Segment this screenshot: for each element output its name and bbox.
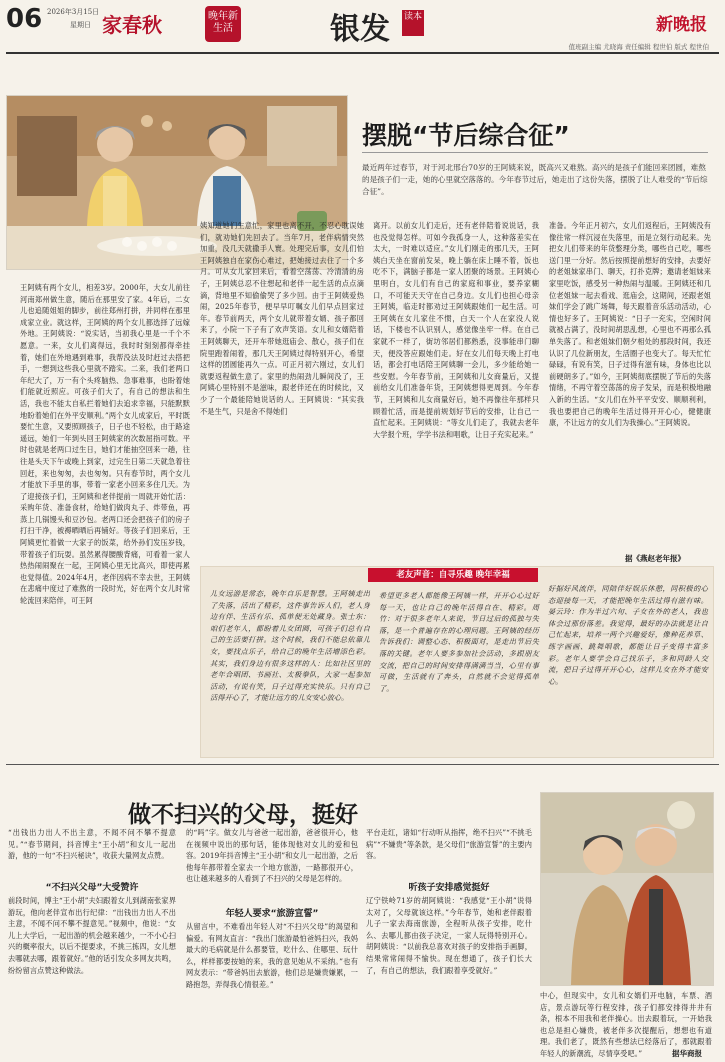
- page-number: 06: [6, 4, 43, 34]
- commentary-banner: 老友声音：自寻乐趣 晚年幸福: [368, 568, 538, 582]
- commentary-column-1: 儿女远游是常态，晚年自乐是智慧。王阿姨走出了失落，活出了精彩，这件事告诉人们，老人身边有伴、生活有乐、孤单便无处藏身。张士东：咱们老年人，都盼着儿女团圆，可孩子们总有自己的生活要打拼。这个时候，我们不能总依靠儿女，要找点乐子，给自己的晚年生活增添色彩。其实，我们身边有很多这样的人：比如社区里的老年合唱团、书画社、太极拳队，大家一起参加活动，有说有笑，日子过得充实快乐。只有自己活得开心了，才能让远方的儿女安心放心。: [210, 589, 370, 703]
- story3-intro: “出钱出力出人不出主意，不闻不问不攀不提意见。”“春节期间，抖音博主“王小胡”和女儿一起出游，他的一句“不扫兴秘诀”，收获大量网友点赞。: [8, 828, 176, 861]
- story3-source: 据华商报: [672, 1049, 702, 1058]
- section-seal-logo: [205, 6, 241, 42]
- column-tag: 读本: [402, 10, 424, 36]
- story1-lead: 最近两年过春节，对于河北邢台70岁的王阿姨来说，既高兴又难熬。高兴的是孩子们能回来团圆，难熬的是孩子们一走，她的心里就空落落的。今年春节过后，她走出了这份失落，摆脱了让人难受的“节后综合征”。: [362, 163, 708, 196]
- story3-column-3: 平台走红，诸如“行动听从指挥，绝不扫兴”“不挑毛病”“不嫌贵”等条款，是父母们“旅游宣誓”的主要内容。: [366, 828, 532, 861]
- credits-line: 值班副主编 尤晓海 责任编辑 程世伯 版式 程世伯: [568, 43, 709, 51]
- story3-headline: 做不扫兴的父母，挺好: [128, 802, 358, 828]
- header-divider: [6, 52, 719, 54]
- story3-column-2b: 从留言中，不难看出年轻人对“不扫兴父母”的渴望和偏爱。有网友直言：“我出门旅游最怕爸妈扫兴，我妈最大的毛病就是什么都要管，吃什么、住哪里、玩什么，样样都要按她的来，我的意见她从不采纳。”也有网友表示：“带爸妈出去旅游，他们总是嫌贵嫌累，一路抱怨，弄得我心情很差。”: [186, 922, 358, 989]
- commentary-column-2: 希望更多老人都能像王阿姨一样，开开心心过好每一天，也让自己的晚年活得自在、精彩。周竹：对于很多老年人来说，节日过后的孤独与失落，是一个普遍存在的心理问题。王阿姨的经历告诉我们：调整心态、积极面对，是走出节后失落的关键。老年人要多参加社会活动，多跟朋友交流，把自己的时间安排得满满当当，心里有事可做，生活就有了奔头，自然就不会觉得孤单了。: [379, 591, 539, 693]
- issue-date: 2026年3月15日: [47, 8, 100, 16]
- seal-text: 晚年新生活: [208, 11, 238, 34]
- column-title: 银发: [330, 12, 390, 47]
- story1-column-4: 准备。今年正月初六，女儿们返程后，王阿姨没有像往常一样沉浸在失落里，而是立刻行动起来。先把女儿们带来的年货整理分类，哪些自己吃，哪些送门里一分好。然后按照提前想好的安排，去要好的老姐妹家串门、聊天，打扑克牌；邀请老姐妹来家里吃饭，感受另一种热闹与温暖。王阿姨还和几位老姐妹一起去看戏、逛庙会，这期间，还跟老姐妹们学会了跳广场舞，每天跟着音乐活动活动，心情也好多了。王阿姨说：“日子一充实，空闲时间就被占满了，没时间胡思乱想，心里也不再那么孤单失落了。和老姐妹们朝夕相处的那段时间，我还认识了几位新朋友，生活圈子也变大了。每天忙忙碌碌，有说有笑，日子过得有滋有味，身体也比以前硬朗多了。”如今，王阿姨彻底摆脱了节后的失落情绪，不再守着空荡荡的房子发呆，而是积极地融入新的生活。“女儿们在外平平安安、顺顺利利，我也要把自己的晚年生活过得开开心心，健健康康，不让远方的女儿们为我操心。”王阿姨说。: [549, 221, 711, 428]
- story-divider: [6, 764, 719, 765]
- story3-column-1: 前段时间，博主“王小胡”夫妇跟着女儿到湖南张家界游玩，他向老伴宣布出行纪律：“出钱出力出人不出主意，不闻不问不攀不提意见。”视频中，他说：“女儿上大学后，一起出游的机会越来越少，一不小心扫兴的概率很大，以后不提要求，不挑三拣四，女儿想去哪就去哪，跟着就好。”他的话引发众多网友共鸣，纷纷留言点赞这种做法。: [8, 896, 176, 975]
- section-name: 家春秋: [102, 13, 162, 37]
- weekday: 星期日: [70, 21, 91, 29]
- story3-column-2: 的“吗”字。做女儿与爸爸一起出游，爸爸很开心，他在视频中说出的那句话，能体现他对女儿的爱和包容。2019年抖音博主“王小胡”和女儿一起出游，之后他每年都带着全家去一个地方旅游，一路都很开心，也让越来越多的人看到了不扫兴的父母是怎样的。: [186, 828, 358, 884]
- commentary-column-3: 好据好风流伴，同陪伴好娱乐休憩，同积极的心态迎接每一天，才能把晚年生活过得有滋有味。晏云玲：作为半过六旬、子女在外的老人，我也体会过那份落差。我觉得，最好的办法就是让自己忙起来，培养一两个兴趣爱好，像种花养草、练字画画、跳舞唱歌，都能让日子变得丰富多彩。老年人要学会自己找乐子，多和同龄人交流，把日子过得开开心心，这样儿女在外才能安心。: [548, 584, 708, 686]
- story1-column-3: 离开。以前女儿们走后，还有老伴陪着说说话，我也没觉得怎样。可如今我孤身一人，这种落差实在太大，一时难以适应。”女儿们刚走的那几天，王阿姨白天坐在窗前发呆，晚上躺在床上睡不着，饭也吃不下，满脑子都是一家人团聚的场景。王阿姨心里明白，女儿们有自己的家庭和事业，要养家糊口，不可能天天守在自己身边。女儿们也担心母亲王阿姨，临走时都劝过王阿姨跟她们一起生活。可王阿姨在女儿家住不惯，白天一个人在家没人说话，下楼也不认识别人，感觉像坐牢一样。在自己家就不一样了，街坊邻居们都熟悉，没事能串门聊天，便没答应跟她们走。好在女儿们每天晚上打电话，都会打电话陪王阿姨聊一会儿，多少能给她一些安慰。今年春节前，王阿姨和儿女商量后，又提前给女儿们准备年货，王阿姨想得更周到。今年春节，王阿姨和儿女商量好后，她不再像往年那样只顾着忙活，而是提前规划好节后的安排，让自己一直忙起来。王阿姨说：“等女儿们走了，我就去老年大学报个班，学学书法和唱歌，让日子充实起来。”: [373, 221, 539, 439]
- story3-column-4: 中心，但现实中，女儿和女婿们开电脑，车票、酒店，景点游玩等行程安排，孩子们都安排得井井有条，根本不用我和老伴操心。出去跟着玩，一开始我也总是担心嫌贵，被老伴多次提醒后，想想也有道理。我们老了，既然有些想法已经落后了，那就跟着年轻人的新潮流，尽情享受吧。”: [540, 991, 712, 1058]
- story3-subhead-2: 年轻人要求“旅游宣誓”: [225, 909, 319, 919]
- story1-source: 据《燕赵老年报》: [625, 554, 685, 563]
- story1-column-1: 王阿姨有两个女儿，相差3岁。2000年，大女儿前往河南郑州做生意，随后在那里安了家。4年后，二女儿也追随姐姐的脚步，前往郑州打拼，并同样在那里成家立业。就这样，王阿姨的两个女儿都选择了远嫁外地。王阿姨说：“说实话，当初我心里是一千个不愿意。一来，女儿们离得远，我时时刻刻都得牵挂着，她们在外地遇到难事，我帮没法及时赶过去搭把手，一想到这些我心里就不踏实。二来，我们老两口年纪大了，万一有个头疼脑热、急事难事，也盼着她们能就近照应。可孩子们大了，有自己的想法和生活，我也不能太自私拦着她们去追求幸福，只能默默地盼着她们在外平安顺利。”两个女儿成家后，平时既要忙生意，又要照顾孩子，日子也不轻松，由于路途遥远，她们一年到头回王阿姨家的次数屈指可数。平时也就是老两口过生日，她们才能抽空回来一趟，往往是头天下午或晚上到家，过完生日第二天就急着往回赶，来也匆匆，去也匆匆。只有春节时，两个女儿才能放下手里的事，带着一家老小回来多住几天。为了迎接孩子们，王阿姨和老伴提前一周就开始忙活：采购年货、准备食材，给她们做肉丸子、炸带鱼，再蒸上几锅馒头和豆沙包。老两口还会把孩子们的房子打扫干净，被褥晒晒后再铺好。等孩子们回来后，王阿姨更忙着做一大家子的饭菜，给外孙们发压岁钱，带着孩子们玩耍。虽然累得腰酸背痛，可看着一家人热热闹闹聚在一起，王阿姨心里无比高兴，即使再累也觉得值。2024年4月，老伴因病不幸去世，王阿姨在悲痛中度过了难熬的一段时光，好在两个女儿时常轮流回来陪伴，可王阿: [20, 283, 190, 606]
- story1-column-2: 姨知道她们生意忙，家里也离不开，不忍心耽误她们，就劝她们先回去了。当年7月，老伴病情突然加重，没几天就撒手人寰。处理完后事，女儿们怕王阿姨独自在家伤心难过，把她接过去住了一个多月。可从女儿家回来后，看着空荡荡、冷清清的房子，王阿姨总忍不住想起和老伴一起生活的点点滴滴，背地里不知偷偷哭了多少回。由于王阿姨爱热闹，2025年春节，便早早叮嘱女儿们早点回家过年。春节前两天，两个女儿就带着女婿、孩子都回来了，小院一下子有了欢声笑语。女儿和女婿陪着王阿姨聊天，还开车带她逛庙会、散心，孩子们在院里跑着闹着，那几天王阿姨过得特别开心，希望这样的团圆能再久一点。可正月初六刚过，女儿们就要返程做生意了。家里的热闹劲儿瞬间没了，王阿姨心里特别不是滋味，跟老伴还在的时候比，又少了一个最能陪她说话的人。王阿姨说：“其实我不是生气，只是舍不得她们: [200, 221, 364, 416]
- couple-photo: [540, 792, 714, 986]
- story3-column-3b: 辽宁铁岭71岁的胡阿姨说：“我感觉“王小胡”说得太对了，父母就该这样。”今年春节，她和老伴跟着儿子一家去海南旅游，全程听从孩子安排，吃什么、去哪儿都由孩子决定，一家人玩得特别开心。胡阿姨说：“以前我总喜欢对孩子的安排指手画脚，结果常常闹得不愉快。现在想通了，孩子们长大了，有自己的想法，我们跟着享受就好。”: [366, 896, 532, 975]
- story1-headline: 摆脱“节后综合征”: [362, 121, 570, 150]
- story1-headline-rule: [362, 152, 708, 153]
- paper-logo: 新晚报: [656, 15, 707, 35]
- story3-subhead-3: 听孩子安排感觉挺好: [408, 883, 490, 893]
- story3-subhead-1: “不扫兴父母”大受赞许: [45, 883, 139, 893]
